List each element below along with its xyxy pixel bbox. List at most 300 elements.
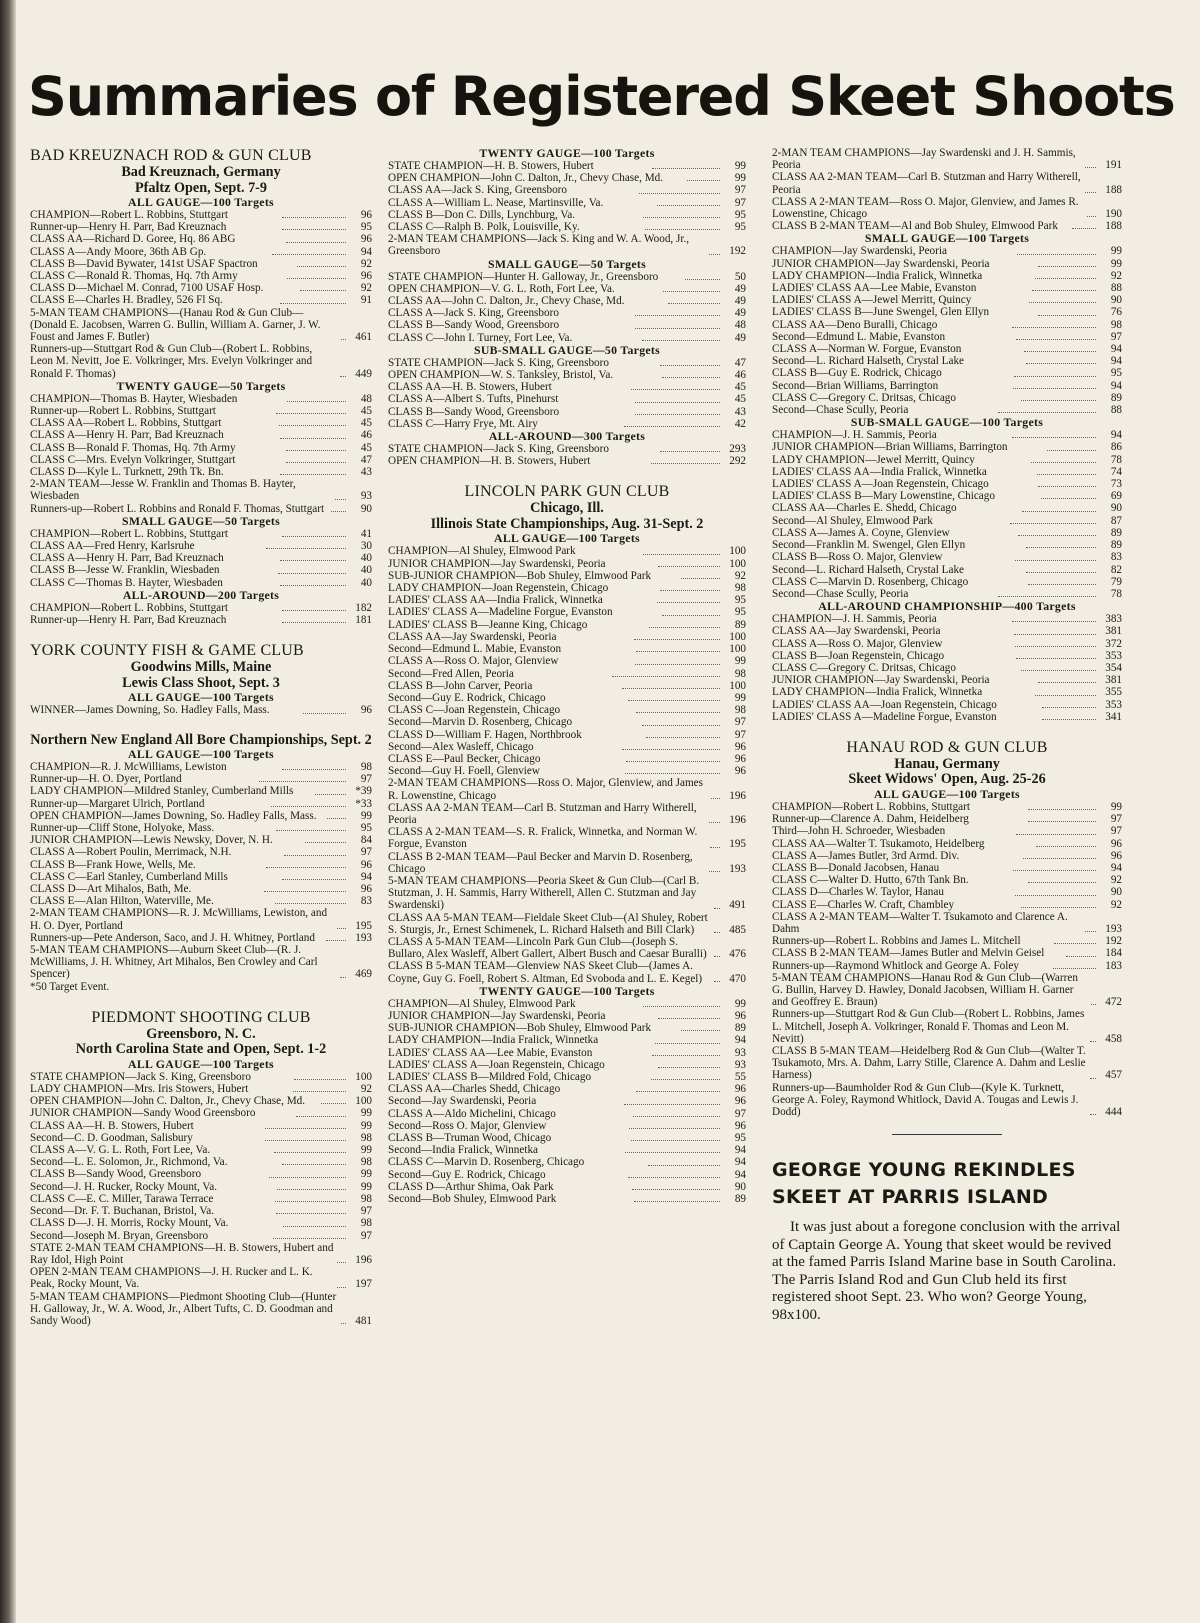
result-row [772,147,1122,171]
dot-leader [1021,907,1096,908]
dot-leader [335,499,346,500]
result-row [388,668,746,680]
result-score: 97 [1110,330,1123,343]
result-score: 95 [734,1132,747,1145]
result-score: 49 [734,295,747,308]
result-name: Runners-up—Stuttgart Rod & Gun Club—(Robert L. Robbins, Leon M. Nevitt, Joe E. Volkringer, Mrs. Evelyn Volkringer and Ronald F. Thomas) [30,343,313,380]
result-name: Second—Alex Wasleff, Chicago [388,740,534,753]
dot-leader [1026,363,1097,364]
dot-leader [1047,450,1096,451]
result-score: 45 [360,441,373,454]
event-subtitle: Goodwins Mills, Maine [130,659,272,676]
dot-leader [642,340,720,341]
dot-leader [1037,474,1096,475]
result-name: CLASS C—Marvin D. Rosenberg, Chicago [772,575,969,588]
result-score: 98 [360,1192,372,1205]
dot-leader [625,773,720,774]
result-row [30,528,372,540]
result-row [388,369,746,381]
result-score: 469 [355,968,372,981]
result-name: CHAMPION—Robert L. Robbins, Stuttgart [30,527,228,540]
result-row [388,729,746,741]
dot-leader [648,1165,720,1166]
dot-leader [275,1201,346,1202]
result-name: Runners-up—Raymond Whitlock and George A. Foley [772,959,1019,972]
result-score: 383 [1105,613,1122,626]
result-score: *39 [355,785,372,798]
result-name: Runner-up—Henry H. Parr, Bad Kreuznach [30,614,227,627]
result-name: LADY CHAMPION—India Fralick, Winnetka [772,686,983,699]
result-row [30,294,372,306]
result-row [30,221,372,233]
dot-leader [282,1164,346,1165]
event-subtitle: Lewis Class Shoot, Sept. 3 [122,674,280,691]
dot-leader [636,651,720,652]
result-row [30,246,372,258]
result-name: LADIES' CLASS B—Jeanne King, Chicago [388,618,588,631]
result-row [388,381,746,393]
result-score: 472 [1105,996,1122,1009]
result-name: CHAMPION—Al Shuley, Elmwood Park [388,997,576,1010]
result-row [30,1071,372,1083]
dot-leader [635,402,720,403]
result-name: CLASS B—Frank Howe, Wells, Me. [30,858,196,871]
result-score: 49 [734,307,747,320]
result-name: Second—Chase Scully, Peoria [772,587,909,600]
result-score: 97 [734,1107,746,1120]
result-score: 83 [360,895,372,908]
result-row [30,883,372,895]
result-name: LADY CHAMPION—Mrs. Iris Stowers, Hubert [30,1083,249,1096]
result-row [30,761,372,773]
dot-leader [624,1104,720,1105]
dot-leader [632,1189,720,1190]
result-score: 188 [1105,220,1123,233]
article-divider [892,1134,1002,1135]
result-score: 94 [360,870,373,883]
result-name: Runner-up—Robert L. Robbins, Stuttgart [30,405,216,418]
result-score: 196 [729,789,746,802]
result-row [30,393,372,405]
result-row [388,295,746,307]
dot-leader [657,602,720,603]
dot-leader [280,585,346,586]
result-row [388,307,746,319]
club-section [388,483,746,1205]
result-score: 90 [1110,886,1122,899]
result-name: Runner-up—Clarence A. Dahm, Heidelberg [772,813,969,826]
dot-leader [264,891,346,892]
result-score: 100 [355,1095,373,1108]
result-name: JUNIOR CHAMPION—Jay Swardenski, Peoria [772,674,990,687]
dot-leader [685,279,720,280]
dot-leader [652,1055,720,1056]
result-score: 94 [734,1034,746,1047]
dot-leader [1038,315,1096,316]
result-name: CLASS A 2-MAN TEAM—S. R. Fralick, Winnetka, and Norman W. Forgue, Evanston [388,826,698,851]
result-row [388,1144,746,1156]
result-name: CHAMPION—Robert L. Robbins, Stuttgart [772,800,970,813]
dot-leader [636,1091,720,1092]
result-score: 95 [734,594,746,607]
result-name: CLASS D—Michael M. Conrad, 7100 USAF Hosp. [30,282,264,295]
dot-leader [1090,1114,1096,1115]
dot-leader [1085,192,1096,193]
result-name: STATE CHAMPION—Jack S. King, Greensboro [388,443,609,456]
result-row [772,638,1122,650]
result-score: 188 [1105,183,1122,196]
gauge-heading: SMALL GAUGE—50 Targets [487,256,646,271]
result-row [30,981,372,993]
result-row [772,551,1122,563]
result-score: 100 [729,545,747,558]
result-score: 96 [734,1083,747,1096]
dot-leader [642,725,720,726]
result-name: CLASS AA 2-MAN TEAM—Carl B. Stutzman and Harry Witherell, Peoria [772,171,1081,196]
result-row [30,1156,372,1168]
result-row [30,773,372,785]
result-name: LADIES' CLASS B—June Swengel, Glen Ellyn [772,306,990,319]
result-score: 96 [360,883,373,896]
page-title: Summaries of Registered Skeet Shoots [28,65,1175,128]
gauge-heading: SUB-SMALL GAUGE—100 Targets [850,415,1044,430]
result-name: CLASS A—V. G. L. Roth, Fort Lee, Va. [30,1144,211,1157]
result-name: SUB-JUNIOR CHAMPION—Bob Shuley, Elmwood Park [388,1022,652,1035]
dot-leader [649,627,720,628]
result-name: Second—Fred Allen, Peoria [388,667,514,680]
result-name: Second—L. Richard Halseth, Crystal Lake [772,563,965,576]
dot-leader [631,1140,720,1141]
result-score: 193 [355,931,372,944]
result-score: 45 [734,393,746,406]
result-score: 97 [360,1229,373,1242]
result-name: CHAMPION—Al Shuley, Elmwood Park [388,545,576,558]
result-score: 96 [1110,849,1122,862]
result-row [388,777,746,801]
result-score: 94 [1110,355,1123,368]
result-row [30,466,372,478]
result-row [772,874,1122,886]
dot-leader [1090,1078,1096,1079]
result-score: 48 [360,392,373,405]
result-score: 73 [1110,478,1122,491]
result-row [30,785,372,797]
result-name: Second—Chase Scully, Peoria [772,404,909,417]
result-row [30,1291,372,1328]
result-score: 99 [360,1180,372,1193]
result-name: CLASS AA 5-MAN TEAM—Fieldale Skeet Club—(Al Shuley, Robert S. Sturgis, Jr., Ernest Schimenek, L. Richard Halseth and Bill Clark) [388,911,708,936]
result-row [772,947,1122,959]
event-subtitle: Chicago, Ill. [530,500,604,517]
result-row [772,686,1122,698]
dot-leader [286,450,346,451]
dot-leader [287,278,346,279]
dot-leader [282,229,346,230]
result-name: LADIES' CLASS AA—India Fralick, Winnetka [388,594,603,607]
dot-leader [286,242,346,243]
result-row [772,972,1122,1009]
dot-leader [282,217,346,218]
dot-leader [265,1140,346,1141]
result-name: LADIES' CLASS A—Madeline Forgue, Evanston [772,710,997,723]
result-name: CHAMPION—Robert L. Robbins, Stuttgart [30,209,228,221]
gauge-heading: TWENTY GAUGE—50 Targets [116,378,286,393]
dot-leader [272,254,346,255]
dot-leader [1017,254,1096,255]
result-score: 100 [355,1070,373,1083]
result-score: 96 [360,270,372,283]
result-name: Runners-up—Baumholder Rod & Gun Club—(Kyle K. Turknett, George A. Foley, Raymond Whitlock, David A. Tougas and Lewis J. Dodd) [772,1081,1079,1119]
result-score: 96 [734,1119,746,1132]
result-name: Runner-up—H. O. Dyer, Portland [30,773,182,786]
result-score: 476 [729,948,746,961]
result-row [30,1230,372,1242]
result-name: Second—Dr. F. T. Buchanan, Bristol, Va. [30,1205,214,1218]
result-score: 92 [734,569,746,582]
result-score: 92 [360,1083,373,1096]
dot-leader [709,871,720,872]
result-name: Second—L. E. Solomon, Jr., Richmond, Va. [30,1156,228,1169]
result-row [30,798,372,810]
dot-leader [259,781,346,782]
result-score: 95 [734,221,746,234]
dot-leader [714,956,720,957]
result-name: Second—C. D. Goodman, Salisbury [30,1131,193,1144]
club-name: LINCOLN PARK GUN CLUB [464,483,670,501]
result-row [388,1034,746,1046]
result-row [772,367,1122,379]
result-name: CLASS AA—Walter T. Tsukamoto, Heidelberg [772,837,985,850]
result-score: 96 [360,858,372,871]
result-row [772,801,1122,813]
gauge-heading: TWENTY GAUGE—100 Targets [479,983,655,998]
result-row [30,1168,372,1180]
dot-leader [1018,535,1096,536]
result-row [30,1120,372,1132]
result-name: CLASS A—Aldo Michelini, Chicago [388,1107,556,1120]
gauge-heading: ALL GAUGE—100 Targets [128,1056,274,1071]
result-name: JUNIOR CHAMPION—Lewis Newsky, Dover, N. H. [30,834,273,847]
dot-leader [1015,895,1096,896]
dot-leader [280,560,346,561]
result-score: 78 [1110,587,1122,600]
result-name: CLASS A—Ross O. Major, Glenview [388,655,559,668]
result-name: Second—India Fralick, Winnetka [388,1144,539,1157]
dot-leader [276,1213,347,1214]
result-score: 49 [734,331,747,344]
result-name: 5-MAN TEAM CHAMPIONS—Hanau Rod & Gun Club—(Warren G. Bullin, Harvey D. Hawley, Donald Jacobsen, William H. Garner and Geoffrey E. Braun) [772,971,1078,1009]
result-score: 99 [734,160,747,172]
result-row [772,813,1122,825]
dot-leader [1012,437,1096,438]
result-row [772,1008,1122,1045]
dot-leader [1026,547,1096,548]
result-name: 5-MAN TEAM CHAMPIONS—Peoria Skeet & Gun Club—(Carl B. Stutzman, J. H. Sammis, Harry Witherell, Allen C. Stutzman and Jay Swardenski) [388,874,700,912]
dot-leader [636,712,720,713]
dot-leader [1026,572,1097,573]
result-row [30,564,372,576]
result-score: 461 [355,331,372,344]
result-name: CLASS B—David Bywater, 141st USAF Spactron [30,257,258,270]
column-3 [772,147,1122,1324]
result-score: 41 [360,527,372,540]
event-subtitle: Northern New England All Bore Championships, Sept. 2 [30,731,372,748]
result-name: Second—Ross O. Major, Glenview [388,1119,547,1132]
result-score: 46 [360,429,372,442]
result-score: 94 [734,1144,746,1157]
result-name: Runner-up—Henry H. Parr, Bad Kreuznach [30,221,227,234]
result-score: 98 [360,1131,372,1144]
result-score: *33 [355,797,372,810]
dot-leader [1035,278,1096,279]
dot-leader [1010,523,1096,524]
result-score: 92 [1110,898,1123,911]
dot-leader [1042,707,1096,708]
result-name: Second—Al Shuley, Elmwood Park [772,514,933,527]
result-row [772,613,1122,625]
result-score: 46 [734,369,746,382]
result-score: 100 [729,643,747,656]
dot-leader [1021,400,1096,401]
result-row [388,655,746,667]
result-name: CLASS D—Arthur Shima, Oak Park [388,1180,554,1193]
result-row [388,594,746,606]
result-name: CLASS C—Thomas B. Hayter, Wiesbaden [30,576,223,589]
result-score: 95 [1110,367,1122,380]
result-score: 92 [1110,874,1122,887]
dot-leader [612,676,720,677]
result-row [388,1108,746,1120]
result-score: 100 [729,679,746,692]
result-row [30,282,372,294]
dot-leader [266,867,346,868]
result-name: Second—Edmund L. Mabie, Evanston [772,330,946,343]
result-name: CLASS AA—Deno Buralli, Chicago [772,318,938,331]
result-row [388,570,746,582]
result-name: OPEN CHAMPION—John C. Dalton, Jr., Chevy Chase, Md. [388,172,664,185]
result-score: 100 [729,557,746,570]
dot-leader [286,462,346,463]
result-row [388,1022,746,1034]
result-row [30,343,372,380]
result-score: 100 [729,630,746,643]
result-score: 96 [734,752,746,765]
dot-leader [681,578,720,579]
result-score: 99 [360,1119,372,1132]
result-row [772,625,1122,637]
result-name: OPEN CHAMPION—James Downing, So. Hadley Falls, Mass. [30,809,317,822]
result-name: CLASS A—Henry H. Parr, Bad Kreuznach [30,429,224,442]
gauge-heading: ALL GAUGE—100 Targets [128,690,274,705]
result-row [772,674,1122,686]
result-score: 97 [1110,813,1123,826]
result-score: 94 [734,1156,747,1169]
result-name: STATE 2-MAN TEAM CHAMPIONS—H. B. Stowers, Hubert and Ray Idol, High Point [30,1241,334,1266]
result-name: CLASS C—Harry Frye, Mt. Airy [388,417,538,430]
result-score: 96 [734,1095,746,1108]
result-row [30,1217,372,1229]
result-name: CLASS C—Joan Regenstein, Chicago [388,704,561,717]
dot-leader [280,474,346,475]
result-name: LADIES' CLASS AA—Lee Mabie, Evanston [388,1046,593,1059]
dot-leader [663,291,720,292]
result-name: CLASS D—J. H. Morris, Rocky Mount, Va. [30,1217,229,1230]
club-section [772,739,1122,1118]
result-row [772,886,1122,898]
result-row [772,282,1122,294]
result-score: 195 [729,838,746,851]
result-row [388,680,746,692]
result-name: CLASS A—Albert S. Tufts, Pinehurst [388,393,559,406]
result-name: CLASS B 5-MAN TEAM—Glenview NAS Skeet Club—(James A. Coyne, Guy G. Foell, Robert S. Altman, Ed Svoboda and L. E. Kegel) [388,960,703,985]
result-score: 457 [1105,1069,1122,1082]
dot-leader [280,438,346,439]
result-score: 99 [1110,245,1123,258]
result-row [30,307,372,344]
result-row [388,271,746,283]
dot-leader [282,622,346,623]
dot-leader [340,977,346,978]
result-row [30,846,372,858]
result-row [388,802,746,826]
result-score: 196 [729,813,746,826]
result-score: 40 [360,564,372,577]
result-row [388,1095,746,1107]
result-row [772,650,1122,662]
result-row [772,862,1122,874]
result-score: 95 [360,221,373,234]
result-row [772,935,1122,947]
result-name: STATE CHAMPION—Jack S. King, Greensboro [30,1070,251,1083]
result-name: LADIES' CLASS AA—India Fralick, Winnetka [772,465,987,478]
result-name: CLASS B—John Carver, Peoria [388,679,533,692]
result-name: CLASS E—Alan Hilton, Waterville, Me. [30,895,214,908]
result-score: 190 [1105,208,1122,221]
result-row [388,160,746,172]
result-name: Second—Franklin M. Swengel, Glen Ellyn [772,539,966,552]
result-name: LADY CHAMPION—Joan Regenstein, Chicago [388,582,609,595]
result-row [772,527,1122,539]
dot-leader [282,879,346,880]
dot-leader [282,610,346,611]
result-score: 94 [360,245,372,258]
result-score: 193 [1105,922,1122,935]
dot-leader [1038,266,1096,267]
dot-leader [639,193,720,194]
result-row [388,826,746,850]
result-score: 98 [1110,318,1123,331]
gauge-heading: SMALL GAUGE—50 Targets [121,513,280,528]
dot-leader [282,536,346,537]
result-score: 341 [1105,710,1122,723]
result-score: 47 [734,356,747,369]
dot-leader [625,1152,720,1153]
dot-leader [1022,511,1096,512]
result-name: CLASS B—Donald Jacobsen, Hanau [772,861,940,874]
result-score: 197 [355,1278,372,1291]
event-subtitle: North Carolina State and Open, Sept. 1-2 [75,1041,327,1058]
result-name: CLASS A—Robert Poulin, Merrimack, N.H. [30,846,232,859]
result-name: 5-MAN TEAM CHAMPIONS—Piedmont Shooting Club—(Hunter H. Galloway, Jr., W. A. Wood, Jr., Albert Tufts, C. D. Goodman and Sandy Wood) [30,1290,337,1327]
result-name: Second—Edmund L. Mabie, Evanston [388,643,562,656]
result-name: LADY CHAMPION—India Fralick, Winnetka [388,1034,599,1047]
dot-leader [1028,882,1096,883]
dot-leader [280,303,346,304]
dot-leader [662,615,720,616]
result-score: 55 [734,1071,746,1083]
result-row [30,417,372,429]
dot-leader [1024,351,1096,352]
